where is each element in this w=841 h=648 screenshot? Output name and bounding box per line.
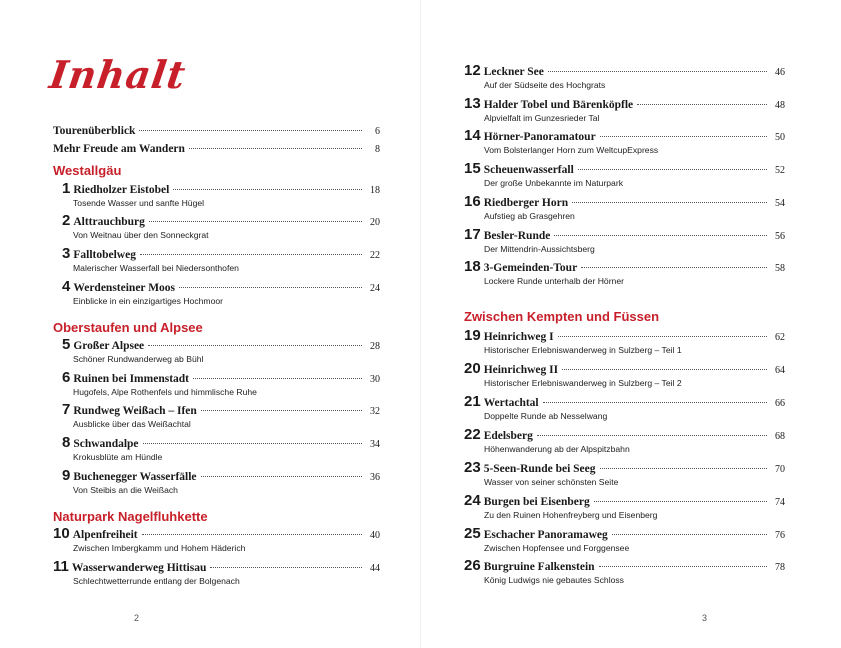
tour-page: 52 (775, 165, 785, 176)
page-number: 2 (134, 613, 140, 623)
leader-dots (554, 235, 767, 236)
tour-subtitle: Doppelte Runde ab Nesselwang (484, 411, 608, 421)
toc-entry-tour[interactable] (62, 180, 380, 208)
tour-subtitle: Schöner Rundwanderweg ab Bühl (73, 354, 204, 364)
tour-page: 30 (370, 374, 380, 385)
leader-dots (578, 169, 767, 170)
tour-number: 18 (464, 258, 481, 275)
tour-name: Riedberger Horn (483, 197, 569, 209)
tour-number: 15 (464, 160, 481, 177)
tour-subtitle: Höhenwanderung ab der Alpspitzbahn (484, 444, 630, 454)
tour-name: Burgruine Falkenstein (483, 561, 595, 573)
tour-page: 20 (370, 217, 380, 228)
section-heading: Westallgäu (53, 163, 122, 178)
tour-subtitle: Ausblicke über das Weißachtal (73, 419, 191, 429)
tour-number: 22 (464, 426, 481, 443)
tour-subtitle: König Ludwigs nie gebautes Schloss (484, 575, 624, 585)
leader-dots (612, 534, 767, 535)
tour-name: Werdensteiner Moos (73, 282, 176, 294)
toc-entry-tour[interactable] (464, 62, 785, 90)
leader-dots (210, 567, 362, 568)
tour-number: 20 (464, 360, 481, 377)
tour-subtitle: Wasser von seiner schönsten Seite (484, 477, 619, 487)
toc-entry-tour[interactable] (464, 360, 785, 388)
toc-entry-tour[interactable] (53, 558, 380, 586)
toc-entry-tour[interactable] (464, 525, 785, 553)
leader-dots (189, 148, 362, 149)
toc-entry-tour[interactable] (464, 258, 785, 286)
tour-subtitle: Historischer Erlebniswanderweg in Sulzberg – Teil 1 (484, 345, 682, 355)
leader-dots (193, 378, 362, 379)
page-title: Inhalt (46, 52, 189, 97)
toc-entry-tour[interactable] (464, 226, 785, 254)
tour-number: 12 (464, 62, 481, 79)
tour-number: 1 (62, 180, 71, 197)
tour-subtitle: Alpvielfalt im Gunzesrieder Tal (484, 113, 600, 123)
tour-page: 58 (775, 263, 785, 274)
tour-subtitle: Auf der Südseite des Hochgrats (484, 80, 606, 90)
tour-page: 70 (775, 464, 785, 475)
toc-entry-intro[interactable] (53, 125, 380, 137)
toc-entry-tour[interactable] (62, 278, 380, 306)
tour-subtitle: Lockere Runde unterhalb der Hörner (484, 276, 624, 286)
tour-name: Eschacher Panoramaweg (483, 529, 608, 541)
tour-name: Wertachtal (483, 397, 539, 409)
entry-page: 8 (375, 144, 380, 155)
leader-dots (201, 410, 362, 411)
tour-page: 62 (775, 332, 785, 343)
left-page (0, 0, 420, 648)
tour-subtitle: Schlechtwetterrunde entlang der Bolgenach (73, 576, 240, 586)
leader-dots (600, 136, 767, 137)
tour-name: Heinrichweg II (483, 364, 559, 376)
leader-dots (179, 287, 362, 288)
tour-subtitle: Hugofels, Alpe Rothenfels und himmlische Ruhe (73, 387, 257, 397)
tour-subtitle: Einblicke in ein einzigartiges Hochmoor (73, 296, 223, 306)
toc-entry-tour[interactable] (464, 426, 785, 454)
tour-name: Burgen bei Eisenberg (483, 496, 590, 508)
tour-name: Besler-Runde (483, 230, 551, 242)
toc-entry-tour[interactable] (62, 245, 380, 273)
section-heading: Oberstaufen und Alpsee (53, 320, 203, 335)
tour-name: Edelsberg (483, 430, 533, 442)
tour-subtitle: Der große Unbekannte im Naturpark (484, 178, 623, 188)
entry-page: 6 (375, 126, 380, 137)
section-heading: Naturpark Nagelfluhkette (53, 509, 208, 524)
leader-dots (201, 476, 362, 477)
tour-subtitle: Zu den Ruinen Hohenfreyberg und Eisenberg (484, 510, 658, 520)
tour-subtitle: Malerischer Wasserfall bei Niedersonthofen (73, 263, 239, 273)
tour-name: Großer Alpsee (73, 340, 145, 352)
tour-page: 54 (775, 198, 785, 209)
page-number: 3 (702, 613, 708, 623)
tour-page: 24 (370, 283, 380, 294)
tour-number: 21 (464, 393, 481, 410)
tour-name: Hörner-Panoramatour (483, 131, 596, 143)
tour-subtitle: Zwischen Hopfensee und Forggensee (484, 543, 630, 553)
toc-entry-tour[interactable] (464, 492, 785, 520)
leader-dots (173, 189, 362, 190)
tour-name: Ruinen bei Immenstadt (73, 373, 189, 385)
tour-number: 10 (53, 525, 70, 542)
leader-dots (543, 402, 767, 403)
tour-page: 22 (370, 250, 380, 261)
leader-dots (572, 202, 767, 203)
tour-name: Scheuenwasserfall (483, 164, 574, 176)
toc-entry-tour[interactable] (464, 393, 785, 421)
leader-dots (637, 104, 767, 105)
tour-page: 76 (775, 530, 785, 541)
tour-number: 19 (464, 327, 481, 344)
tour-subtitle: Von Steibis an die Weißach (73, 485, 178, 495)
tour-number: 16 (464, 193, 481, 210)
toc-entry-intro[interactable] (53, 143, 380, 155)
toc-entry-tour[interactable] (464, 160, 785, 188)
tour-name: Schwandalpe (73, 438, 139, 450)
entry-label: Tourenüberblick (53, 125, 136, 137)
tour-number: 14 (464, 127, 481, 144)
tour-subtitle: Der Mittendrin-Aussichtsberg (484, 244, 595, 254)
toc-entry-tour[interactable] (62, 336, 380, 364)
tour-subtitle: Von Weitnau über den Sonneckgrat (73, 230, 209, 240)
leader-dots (142, 534, 362, 535)
leader-dots (581, 267, 767, 268)
leader-dots (149, 221, 362, 222)
section-heading: Zwischen Kempten und Füssen (464, 309, 660, 324)
leader-dots (140, 254, 362, 255)
tour-name: 3-Gemeinden-Tour (483, 262, 578, 274)
toc-entry-tour[interactable] (464, 127, 785, 155)
tour-subtitle: Tosende Wasser und sanfte Hügel (73, 198, 205, 208)
tour-page: 28 (370, 341, 380, 352)
right-page (420, 0, 841, 648)
tour-number: 2 (62, 212, 71, 229)
tour-page: 44 (370, 563, 380, 574)
leader-dots (562, 369, 767, 370)
toc-entry-tour[interactable] (62, 467, 380, 495)
toc-entry-tour[interactable] (53, 525, 380, 553)
tour-name: Halder Tobel und Bärenköpfle (483, 99, 634, 111)
toc-entry-tour[interactable] (464, 557, 785, 585)
tour-number: 3 (62, 245, 71, 262)
tour-page: 64 (775, 365, 785, 376)
tour-page: 18 (370, 185, 380, 196)
leader-dots (548, 71, 767, 72)
tour-number: 26 (464, 557, 481, 574)
toc-entry-tour[interactable] (464, 95, 785, 123)
tour-page: 40 (370, 530, 380, 541)
tour-number: 7 (62, 401, 71, 418)
tour-page: 68 (775, 431, 785, 442)
entry-label: Mehr Freude am Wandern (53, 143, 185, 155)
toc-entry-tour[interactable] (62, 212, 380, 240)
tour-page: 74 (775, 497, 785, 508)
toc-entry-tour[interactable] (464, 459, 785, 487)
leader-dots (599, 566, 767, 567)
leader-dots (558, 336, 767, 337)
tour-name: Alttrauchburg (73, 216, 145, 228)
toc-entry-tour[interactable] (62, 369, 380, 397)
tour-number: 6 (62, 369, 71, 386)
tour-subtitle: Aufstieg ab Grasgehren (484, 211, 575, 221)
leader-dots (139, 130, 362, 131)
tour-name: Riedholzer Eistobel (73, 184, 170, 196)
tour-name: 5-Seen-Runde bei Seeg (483, 463, 596, 475)
toc-entry-tour[interactable] (464, 193, 785, 221)
toc-entry-tour[interactable] (62, 401, 380, 429)
tour-number: 11 (53, 558, 69, 575)
leader-dots (594, 501, 767, 502)
tour-page: 56 (775, 231, 785, 242)
tour-page: 78 (775, 562, 785, 573)
tour-subtitle: Zwischen Imbergkamm und Hohem Häderich (73, 543, 246, 553)
tour-number: 8 (62, 434, 71, 451)
tour-number: 4 (62, 278, 71, 295)
tour-number: 17 (464, 226, 481, 243)
tour-page: 66 (775, 398, 785, 409)
tour-number: 24 (464, 492, 481, 509)
tour-page: 50 (775, 132, 785, 143)
leader-dots (148, 345, 362, 346)
tour-page: 32 (370, 406, 380, 417)
tour-page: 46 (775, 67, 785, 78)
tour-number: 5 (62, 336, 71, 353)
tour-name: Rundweg Weißach – Ifen (73, 405, 197, 417)
tour-page: 48 (775, 100, 785, 111)
leader-dots (600, 468, 768, 469)
tour-subtitle: Vom Bolsterlanger Horn zum WeltcupExpress (484, 145, 659, 155)
leader-dots (537, 435, 767, 436)
leader-dots (143, 443, 362, 444)
tour-number: 25 (464, 525, 481, 542)
tour-name: Heinrichweg I (483, 331, 554, 343)
tour-name: Alpenfreiheit (72, 529, 138, 541)
tour-number: 13 (464, 95, 481, 112)
tour-name: Buchenegger Wasserfälle (73, 471, 197, 483)
tour-number: 9 (62, 467, 71, 484)
tour-name: Falltobelweg (73, 249, 136, 261)
tour-name: Wasserwanderweg Hittisau (71, 562, 207, 574)
tour-name: Leckner See (483, 66, 544, 78)
toc-entry-tour[interactable] (464, 327, 785, 355)
tour-subtitle: Krokusblüte am Hündle (73, 452, 163, 462)
tour-number: 23 (464, 459, 481, 476)
tour-page: 34 (370, 439, 380, 450)
tour-page: 36 (370, 472, 380, 483)
tour-subtitle: Historischer Erlebniswanderweg in Sulzberg – Teil 2 (484, 378, 682, 388)
toc-entry-tour[interactable] (62, 434, 380, 462)
